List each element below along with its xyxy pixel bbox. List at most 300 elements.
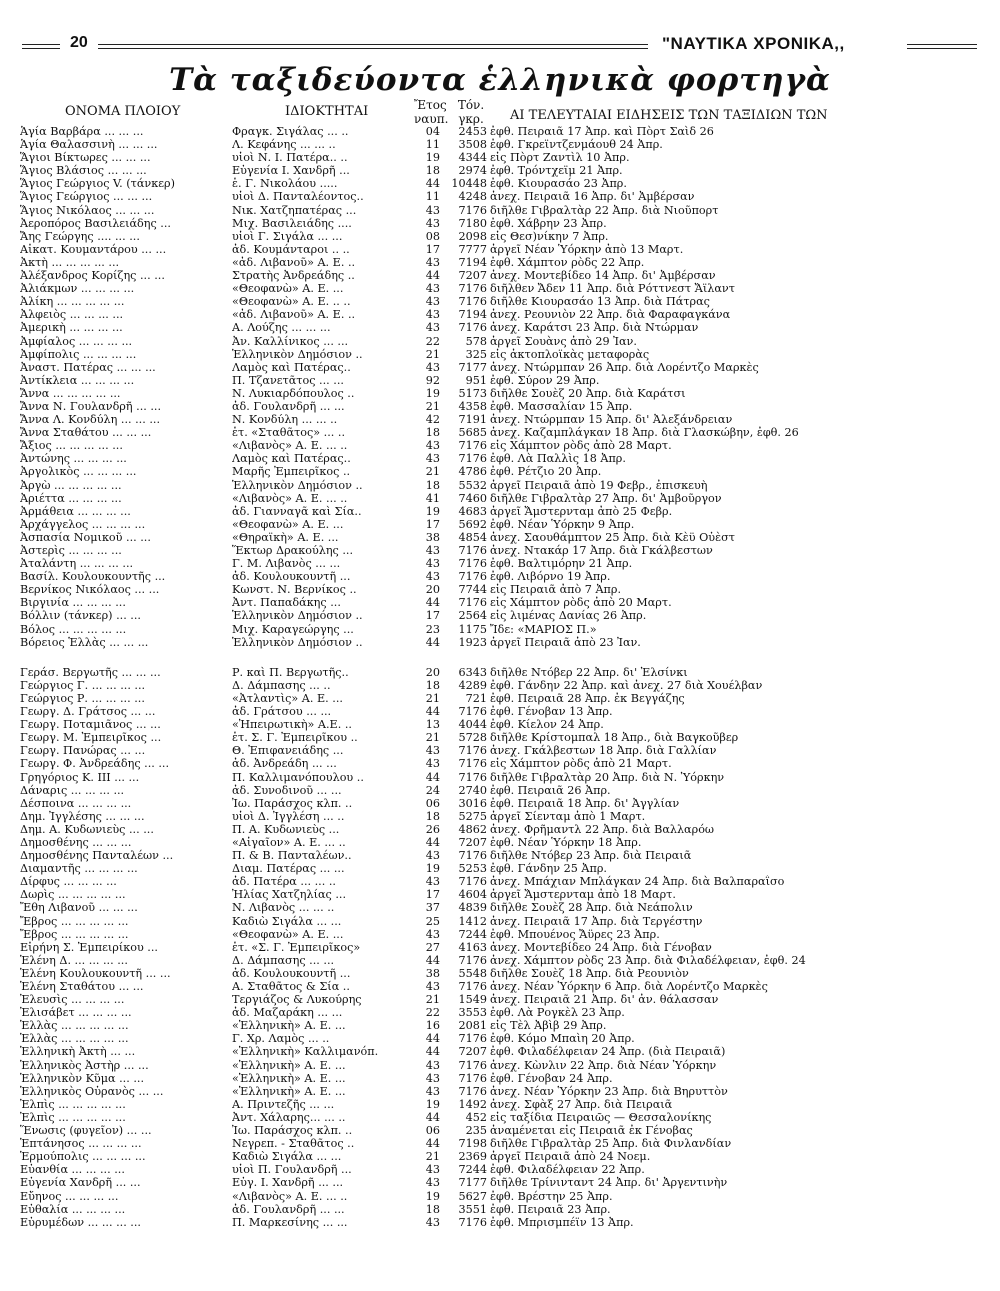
- cell-tons: 721: [465, 691, 487, 705]
- table-row: [0, 967, 1000, 980]
- page-header: [22, 34, 977, 56]
- cell-owner: ἀδ. Κουμάνταροι .. ..: [232, 242, 350, 256]
- cell-ship: Ἀργὼ ... ... ... ... ...: [20, 478, 122, 492]
- cell-ship: Ἀστερὶς ... ... ... ...: [20, 544, 122, 557]
- cell-owner: Ἕκτωρ Δρακούλης ...: [232, 544, 354, 557]
- cell-tons: 1549: [458, 993, 487, 1007]
- cell-year: 21: [425, 399, 440, 413]
- cell-owner: «Ἑλληνικὴ» Α. Ε. ...: [232, 1019, 346, 1033]
- table-row: [0, 836, 1000, 849]
- cell-ship: Ἀμερικὴ ... ... ... ...: [20, 321, 123, 335]
- cell-ship: Γεωργ. Πανώρας ... ...: [20, 744, 146, 758]
- cell-tons: 4683: [458, 504, 487, 518]
- cell-year: 17: [425, 242, 440, 256]
- cell-ship: Εἰρήνη Σ. Ἐμπειρίκου ...: [20, 940, 158, 954]
- cell-tons: 7177: [458, 1176, 487, 1190]
- table-row: [0, 1006, 1000, 1019]
- cell-news: ἐφθ. Κιουρασάο 23 Ἀπρ.: [490, 177, 627, 191]
- cell-year: 22: [425, 1006, 440, 1020]
- cell-ship: Ἀμφίπολις ... ... ... ...: [20, 347, 137, 361]
- cell-news: ἀνεχ. Ντώρμπαν 26 Ἀπρ. διὰ Λορέντζο Μαρκὲς: [490, 360, 759, 374]
- cell-news: διῆλθε Κιουρασάο 13 Ἀπρ. διὰ Πάτρας: [490, 295, 710, 309]
- table-row: [0, 557, 1000, 570]
- cell-tons: 7207: [458, 269, 487, 283]
- cell-tons: 951: [465, 373, 487, 387]
- cell-ship: Εὐρυμέδων ... ... ... ...: [20, 1215, 141, 1229]
- cell-tons: 7194: [458, 308, 487, 322]
- cell-year: 44: [425, 1137, 440, 1151]
- table-row: [0, 666, 1000, 679]
- cell-year: 43: [425, 544, 440, 557]
- cell-news: ἐφθ. Γάνδην 22 Ἀπρ. καὶ ἀνεχ. 27 διὰ Χουέλβαν: [490, 678, 763, 692]
- cell-tons: 7176: [458, 557, 487, 571]
- cell-year: 18: [425, 426, 440, 440]
- cell-ship: Ἄννα ... ... ... ... ...: [20, 386, 121, 400]
- cell-ship: Ἀεροπόρος Βασιλειάδης ...: [20, 216, 171, 230]
- cell-tons: 4786: [458, 465, 487, 479]
- cell-owner: Ἑλληνικὸν Δημόσιον ..: [232, 347, 363, 361]
- column-header-owner: ΙΔΙΟΚΤΗΤΑΙ: [285, 104, 369, 119]
- cell-news: ἐφθ. Σύρον 29 Ἀπρ.: [490, 373, 600, 387]
- cell-tons: 3553: [458, 1006, 487, 1020]
- cell-tons: 7744: [458, 583, 487, 597]
- magazine-title: "ΝΑΥΤΙΚΑ ΧΡΟΝΙΚΑ,,: [662, 34, 845, 53]
- ships-table: [0, 125, 1000, 1229]
- cell-owner: ἀδ. Κουλουκουντῆ ...: [232, 570, 351, 584]
- table-row: [0, 901, 1000, 914]
- cell-year: 43: [425, 255, 440, 269]
- cell-year: 08: [425, 229, 440, 243]
- cell-tons: 1412: [458, 914, 487, 928]
- cell-owner: Φραγκ. Σιγάλας ... ..: [232, 125, 349, 138]
- cell-owner: «Ἀτλαντὶς» Α. Ε. ...: [232, 691, 343, 705]
- cell-ship: Ἐλευσὶς ... ... ... ...: [20, 993, 125, 1007]
- cell-owner: Στρατὴς Ἀνδρεάδης ..: [232, 269, 355, 283]
- cell-year: 20: [425, 665, 440, 679]
- cell-tons: 7176: [458, 770, 487, 784]
- cell-year: 17: [425, 888, 440, 902]
- cell-news: ἀνεχ. Κὼνλιν 22 Ἀπρ. διὰ Νέαν Ὑόρκην: [490, 1058, 717, 1072]
- cell-ship: Ἀλέξανδρος Κορίζης ... ...: [20, 269, 165, 283]
- cell-ship: Γεωργ. Μ. Ἐμπειρῖκος ...: [20, 731, 162, 745]
- cell-owner: Τεργιάζος & Λυκούρης: [232, 993, 362, 1007]
- table-row: [0, 465, 1000, 478]
- cell-owner: υἱοὶ Γ. Σιγάλα ... ...: [232, 229, 343, 243]
- cell-owner: Νεγρεπ. - Σταθᾶτος ..: [232, 1137, 355, 1151]
- cell-year: 92: [425, 373, 440, 387]
- cell-owner: «Ἑλληνικὴ» Α. Ε. ...: [232, 1071, 346, 1085]
- table-row: [0, 1203, 1000, 1216]
- cell-news: ἀνεχ. Καράτσι 23 Ἀπρ. διὰ Ντώρμαν: [490, 321, 699, 335]
- table-row: [0, 361, 1000, 374]
- table-row: [0, 570, 1000, 583]
- cell-news: ἀργεῖ Πειραιᾶ ἀπὸ 23 Ἰαν.: [490, 635, 641, 649]
- cell-year: 44: [425, 1045, 440, 1059]
- cell-tons: 1492: [458, 1097, 487, 1111]
- cell-ship: Ἀριέττα ... ... ... ...: [20, 491, 122, 505]
- cell-year: 37: [425, 901, 440, 915]
- cell-year: 04: [425, 125, 440, 138]
- cell-tons: 3508: [458, 138, 487, 152]
- cell-ship: Ἄννα Λ. Κονδύλη ... ... ...: [20, 413, 161, 427]
- cell-news: ἐφθ. Νέαν Ὑόρκην 18 Ἀπρ.: [490, 835, 642, 849]
- cell-tons: 7176: [458, 875, 487, 889]
- cell-tons: 7176: [458, 757, 487, 771]
- cell-tons: 2453: [458, 125, 487, 138]
- cell-news: εἰς Χάμπτον ρὸδς ἀπὸ 21 Μαρτ.: [490, 757, 672, 771]
- cell-ship: Ἀλιάκμων ... ... ... ...: [20, 282, 135, 296]
- cell-news: ἐφθ. Λὰ Παλλὶς 18 Ἀπρ.: [490, 452, 626, 466]
- cell-year: 43: [425, 295, 440, 309]
- cell-ship: Ἅγιος Γεώργιος V. (τάνκερ): [20, 177, 175, 191]
- cell-owner: «ἀδ. Λιβανοῦ» Α. Ε. ..: [232, 255, 356, 269]
- cell-owner: Ν. Λυκιαρδόπουλος ..: [232, 386, 355, 400]
- table-row: [0, 518, 1000, 531]
- cell-ship: Εὐγενία Χανδρῆ ... ...: [20, 1176, 141, 1190]
- cell-ship: Ἐλισάβετ ... ... ... ...: [20, 1006, 132, 1020]
- cell-owner: υἱοὶ Δ. Ἰγγλέση ... ..: [232, 809, 345, 823]
- cell-ship: Ἑρμούπολις ... ... ... ...: [20, 1150, 146, 1164]
- cell-year: 19: [425, 862, 440, 876]
- cell-ship: Ἑλληνικὸν Κῦμα ... ...: [20, 1071, 145, 1085]
- cell-news: ἐφθ. Μασσαλίαν 15 Ἀπρ.: [490, 399, 633, 413]
- cell-owner: Α. Πριντεζῆς ... ...: [232, 1097, 335, 1111]
- table-row: [0, 993, 1000, 1006]
- article-title: Τὰ ταξιδεύοντα ἑλληνικὰ φορτηγὰ: [169, 62, 831, 98]
- cell-owner: «Λιβανὸς» Α. Ε. ... ..: [232, 439, 348, 453]
- cell-owner: «Αἰγαῖον» Α. Ε. ... ..: [232, 835, 346, 849]
- cell-tons: 5627: [458, 1189, 487, 1203]
- table-row: [0, 1072, 1000, 1085]
- table-row: [0, 928, 1000, 941]
- cell-owner: Λαμὸς καὶ Πατέρας..: [232, 452, 351, 466]
- table-row: [0, 256, 1000, 269]
- cell-tons: 7176: [458, 203, 487, 217]
- cell-news: εἰς Χάμπτον ρὸδς ἀπὸ 20 Μαρτ.: [490, 596, 672, 610]
- cell-owner: Ἀν. Καλλίνικος ... ...: [232, 334, 349, 348]
- table-row: [0, 335, 1000, 348]
- cell-news: ἐφθ. Νέαν Ὑόρκην 9 Ἀπρ.: [490, 517, 635, 531]
- cell-ship: Ἄννα Ν. Γουλανδρῆ ... ...: [20, 399, 162, 413]
- cell-tons: 2098: [458, 229, 487, 243]
- cell-tons: 7244: [458, 1163, 487, 1177]
- table-row: [0, 609, 1000, 622]
- cell-ship: Γρηγόριος Κ. ΙΙΙ ... ...: [20, 770, 140, 784]
- cell-ship: Ἅγιος Γεώργιος ... ... ...: [20, 190, 153, 204]
- cell-ship: Ἑλληνικὴ Ἀκτὴ ... ...: [20, 1045, 136, 1059]
- table-row: [0, 980, 1000, 993]
- table-row: [0, 784, 1000, 797]
- cell-owner: Ἑλληνικὸν Δημόσιον ..: [232, 609, 363, 623]
- cell-news: ἀνεχ. Χάμπτον ρὸδς 23 Ἀπρ. διὰ Φιλαδέλφειαν, ἐφθ. 24: [490, 953, 806, 967]
- cell-news: ἐφθ. Πειραιᾶ 23 Ἀπρ.: [490, 1202, 611, 1216]
- cell-news: ἐφθ. Πειραιᾶ 17 Ἀπρ. καὶ Πὸρτ Σαὶδ 26: [490, 125, 714, 138]
- cell-tons: 7176: [458, 295, 487, 309]
- cell-ship: Ἔθη Λιβανοῦ ... ... ...: [20, 901, 138, 915]
- cell-tons: 452: [465, 1110, 487, 1124]
- cell-year: 43: [425, 744, 440, 758]
- cell-year: 43: [425, 1163, 440, 1177]
- cell-ship: Δάναρις ... ... ... ...: [20, 783, 125, 797]
- table-row: [0, 744, 1000, 757]
- cell-tons: 7460: [458, 491, 487, 505]
- table-row: [0, 810, 1000, 823]
- table-row: [0, 426, 1000, 439]
- cell-owner: «Θεοφανὼ» Α. Ε. ...: [232, 927, 344, 941]
- cell-year: 43: [425, 570, 440, 584]
- cell-news: ἀνεχ. Πειραιᾶ 17 Ἀπρ. διὰ Τεργέστην: [490, 914, 703, 928]
- cell-year: 17: [425, 609, 440, 623]
- cell-owner: Π. Μαρκεσίνης ... ...: [232, 1215, 348, 1229]
- cell-ship: Εὐανθία ... ... ... ...: [20, 1163, 125, 1177]
- cell-year: 43: [425, 452, 440, 466]
- cell-owner: Κωνστ. Ν. Βερνίκος ..: [232, 583, 357, 597]
- cell-tons: 5253: [458, 862, 487, 876]
- cell-year: 43: [425, 849, 440, 863]
- cell-ship: Δημοσθένης ... ... ...: [20, 835, 132, 849]
- cell-ship: Ἅγιος Νικόλαος ... ... ...: [20, 203, 155, 217]
- cell-year: 17: [425, 517, 440, 531]
- cell-year: 26: [425, 822, 440, 836]
- cell-year: 43: [425, 875, 440, 889]
- cell-year: 42: [425, 413, 440, 427]
- cell-news: διῆλθε Ντόβερ 23 Ἀπρ. διὰ Πειραιᾶ: [490, 849, 692, 863]
- table-row: [0, 596, 1000, 609]
- cell-tons: 7176: [458, 439, 487, 453]
- cell-owner: Ν. Κονδύλη ... ... ..: [232, 413, 338, 427]
- cell-news: ἐφθ. Πειραιᾶ 26 Ἀπρ.: [490, 783, 611, 797]
- cell-ship: Ἑπτάνησος ... ... ... ...: [20, 1137, 142, 1151]
- cell-news: ἀνεχ. Νέαν Ὑόρκην 23 Ἀπρ. διὰ Βηρυττὸν: [490, 1084, 728, 1098]
- cell-owner: Π. Α. Κυδωνιεὺς ...: [232, 822, 340, 836]
- cell-year: 21: [425, 993, 440, 1007]
- cell-tons: 4854: [458, 530, 487, 544]
- cell-ship: Ἀταλάντη ... ... ... ...: [20, 557, 134, 571]
- cell-owner: ἀδ. Ἀνδρεάδη ... ...: [232, 757, 337, 771]
- cell-news: ἀνεχ. Φρῆμαντλ 22 Ἀπρ. διὰ Βαλλαρόω: [490, 822, 715, 836]
- header-rule-right: [907, 44, 977, 49]
- cell-tons: 7207: [458, 1045, 487, 1059]
- cell-owner: Π. Καλλιμανόπουλου ..: [232, 770, 364, 784]
- cell-owner: «Ἑλληνικὴ» Α. Ε. ...: [232, 1084, 346, 1098]
- cell-year: 19: [425, 386, 440, 400]
- cell-year: 44: [425, 835, 440, 849]
- cell-news: ἐφθ. Πειραιᾶ 18 Ἀπρ. δι' Ἀγγλίαν: [490, 796, 680, 810]
- table-row: [0, 862, 1000, 875]
- cell-news: ἀνεχ. Πειραιᾶ 21 Ἀπρ. δι' ἀν. θάλασσαν: [490, 993, 719, 1007]
- cell-owner: ἀδ. Γιανναγᾶ καὶ Σία..: [232, 504, 362, 518]
- cell-ship: Αἰκατ. Κουμαντάρου ... ...: [20, 242, 167, 256]
- cell-tons: 4862: [458, 822, 487, 836]
- cell-year: 43: [425, 1084, 440, 1098]
- cell-owner: ἀδ. Γουλανδρῆ ... ...: [232, 399, 345, 413]
- cell-owner: ἀδ. Γουλανδρῆ ... ...: [232, 1202, 345, 1216]
- cell-year: 43: [425, 1215, 440, 1229]
- cell-owner: ἀδ. Πατέρα ... ... ..: [232, 875, 336, 889]
- cell-news: ἐφθ. Χάμπτον ρὸδς 22 Ἀπρ.: [490, 255, 645, 269]
- cell-news: εἰς Χάμπτον ρὸδς ἀπὸ 28 Μαρτ.: [490, 439, 672, 453]
- table-row: [0, 492, 1000, 505]
- table-row: [0, 875, 1000, 888]
- cell-tons: 7176: [458, 1032, 487, 1046]
- cell-ship: Ἀλφειὸς ... ... ... ...: [20, 308, 124, 322]
- cell-ship: Ἐλπὶς ... ... ... ... ...: [20, 1110, 126, 1124]
- cell-year: 06: [425, 796, 440, 810]
- cell-news: εἰς Τὲλ Ἀβὶβ 29 Ἀπρ.: [490, 1019, 607, 1033]
- cell-ship: Ἀμφίαλος ... ... ... ...: [20, 334, 133, 348]
- table-row: [0, 177, 1000, 190]
- cell-tons: 4358: [458, 399, 487, 413]
- cell-owner: Νικ. Χατζηπατέρας ...: [232, 203, 357, 217]
- cell-news: διῆλθε Τρίνινταντ 24 Ἀπρ. δι' Ἀργεντινὴν: [490, 1176, 728, 1190]
- cell-year: 18: [425, 809, 440, 823]
- cell-tons: 3016: [458, 796, 487, 810]
- cell-tons: 7176: [458, 849, 487, 863]
- cell-tons: 2369: [458, 1150, 487, 1164]
- table-row: [0, 731, 1000, 744]
- section-gap: [0, 649, 1000, 666]
- cell-tons: 7176: [458, 321, 487, 335]
- column-header-year-line1: Ἔτος: [414, 98, 447, 112]
- cell-year: 18: [425, 164, 440, 178]
- cell-year: 44: [425, 177, 440, 191]
- cell-ship: Ἀρμάθεια ... ... ... ...: [20, 504, 131, 518]
- cell-ship: Βόλος ... ... ... ... ...: [20, 622, 127, 636]
- cell-year: 43: [425, 282, 440, 296]
- cell-news: ἐφθ. Χάβρην 23 Ἀπρ.: [490, 216, 607, 230]
- cell-news: ἐφθ. Γένοβαν 24 Ἀπρ.: [490, 1071, 613, 1085]
- table-row: [0, 1019, 1000, 1032]
- cell-owner: ἀδ. Γράτσου ... ...: [232, 705, 332, 719]
- cell-year: 44: [425, 953, 440, 967]
- cell-news: ἀνεχ. Σφὰξ 27 Ἀπρ. διὰ Πειραιᾶ: [490, 1097, 673, 1111]
- cell-year: 06: [425, 1124, 440, 1138]
- cell-owner: Εὐγ. Ι. Χανδρῆ ... ...: [232, 1176, 344, 1190]
- cell-ship: Γεράσ. Βεργωτῆς ... ... ...: [20, 665, 161, 679]
- cell-year: 44: [425, 770, 440, 784]
- cell-tons: 5532: [458, 478, 487, 492]
- cell-tons: 7176: [458, 452, 487, 466]
- cell-news: ἐφθ. Ρέτζιο 20 Ἀπρ.: [490, 465, 602, 479]
- cell-ship: Ἄννα Σταθάτου ... ... ...: [20, 426, 152, 440]
- cell-ship: Ἀναστ. Πατέρας ... ... ...: [20, 360, 156, 374]
- cell-tons: 7191: [458, 413, 487, 427]
- cell-owner: Ρ. καὶ Π. Βεργωτῆς..: [232, 665, 349, 679]
- cell-tons: 5692: [458, 517, 487, 531]
- cell-news: ἀνεχ. Καζαμπλάγκαν 18 Ἀπρ. διὰ Γλασκώβην, ἐφθ. 26: [490, 426, 799, 440]
- cell-year: 19: [425, 1097, 440, 1111]
- table-row: [0, 823, 1000, 836]
- cell-owner: «Θεοφανὼ» Α. Ε. ...: [232, 517, 344, 531]
- cell-owner: ἑτ. Σ. Γ. Ἐμπειρῖκου ..: [232, 731, 358, 745]
- cell-ship: Δημοσθένης Πανταλέων ...: [20, 849, 174, 863]
- table-row: [0, 718, 1000, 731]
- cell-year: 19: [425, 1189, 440, 1203]
- cell-tons: 6343: [458, 665, 487, 679]
- cell-ship: Εὔηνος ... ... ... ...: [20, 1189, 119, 1203]
- table-row: [0, 941, 1000, 954]
- cell-owner: ἑ. Γ. Νικολάου .....: [232, 177, 338, 191]
- cell-tons: 5275: [458, 809, 487, 823]
- cell-year: 27: [425, 940, 440, 954]
- cell-owner: υἱοὶ Δ. Πανταλέοντος..: [232, 190, 364, 204]
- cell-tons: 7176: [458, 1058, 487, 1072]
- cell-ship: Βασίλ. Κουλουκουντῆς ...: [20, 570, 166, 584]
- cell-year: 24: [425, 783, 440, 797]
- cell-tons: 235: [465, 1124, 487, 1138]
- cell-tons: 7176: [458, 1215, 487, 1229]
- cell-news: διῆλθε Γιβραλτὰρ 20 Ἀπρ. διὰ Ν. Ὑόρκην: [490, 770, 725, 784]
- cell-news: ἀργεῖ Ἄμστερνταμ ἀπὸ 25 Φεβρ.: [490, 504, 673, 518]
- table-row: [0, 217, 1000, 230]
- cell-ship: Ἅγιοι Βίκτωρες ... ... ...: [20, 151, 151, 165]
- cell-ship: Δίρφυς ... ... ... ...: [20, 875, 117, 889]
- cell-ship: Ἁγία Βαρβάρα ... ... ...: [20, 125, 144, 138]
- cell-ship: Ἀλίκη ... ... ... ... ...: [20, 295, 125, 309]
- table-row: [0, 348, 1000, 361]
- table-row: [0, 797, 1000, 810]
- cell-year: 44: [425, 269, 440, 283]
- cell-owner: Εὐγενία Ι. Χανδρῆ ...: [232, 164, 350, 178]
- cell-owner: Ἀντ. Παπαδάκης ...: [232, 596, 341, 610]
- table-row: [0, 1085, 1000, 1098]
- cell-year: 18: [425, 678, 440, 692]
- cell-news: ἐφθ. Γένοβαν 13 Ἀπρ.: [490, 705, 613, 719]
- cell-owner: Ἰω. Παράσχος κλπ. ..: [232, 1124, 353, 1138]
- cell-owner: ἀδ. Συνοδινοῦ ... ...: [232, 783, 342, 797]
- cell-owner: Λαμὸς καὶ Πατέρας..: [232, 360, 351, 374]
- cell-year: 43: [425, 927, 440, 941]
- cell-news: ἐφθ. Φιλαδέλφειαν 24 Ἀπρ. (διὰ Πειραιᾶ): [490, 1045, 726, 1059]
- cell-ship: Ἑλένη Σταθάτου ... ...: [20, 980, 144, 993]
- cell-year: 43: [425, 980, 440, 993]
- cell-tons: 5728: [458, 731, 487, 745]
- table-row: [0, 321, 1000, 334]
- cell-news: ἐφθ. Λιβόρνο 19 Ἀπρ.: [490, 570, 611, 584]
- cell-news: εἰς Πὸρτ Ζαντὶλ 10 Ἀπρ.: [490, 151, 630, 165]
- cell-news: εἰς Θεσ)νίκην 7 Ἀπρ.: [490, 229, 609, 243]
- cell-ship: Ἔβρος ... ... ... ... ...: [20, 927, 129, 941]
- cell-news: ἐφθ. Λὰ Ρογκὲλ 23 Ἀπρ.: [490, 1006, 625, 1020]
- table-row: [0, 282, 1000, 295]
- cell-ship: Ἑλληνικὸς Ἀστὴρ ... ...: [20, 1058, 149, 1072]
- cell-tons: 4604: [458, 888, 487, 902]
- cell-year: 21: [425, 731, 440, 745]
- cell-year: 43: [425, 757, 440, 771]
- table-row: [0, 452, 1000, 465]
- cell-tons: 4344: [458, 151, 487, 165]
- cell-year: 38: [425, 530, 440, 544]
- cell-tons: 1923: [458, 635, 487, 649]
- cell-year: 44: [425, 596, 440, 610]
- cell-year: 13: [425, 718, 440, 732]
- cell-news: ἀνεχ. Ρεουνιὸν 22 Ἀπρ. διὰ Φαραφαγκάνα: [490, 308, 731, 322]
- table-row: [0, 190, 1000, 203]
- cell-tons: 325: [465, 347, 487, 361]
- table-row: [0, 544, 1000, 557]
- cell-tons: 4248: [458, 190, 487, 204]
- cell-year: 43: [425, 203, 440, 217]
- cell-year: 21: [425, 465, 440, 479]
- cell-tons: 7176: [458, 953, 487, 967]
- cell-ship: Γεώργιος Ρ. ... ... ... ...: [20, 691, 145, 705]
- cell-owner: ἀδ. Μαζαράκη ... ...: [232, 1006, 343, 1020]
- cell-news: ἐφθ. Κόμο Μπαὶη 20 Ἀπρ.: [490, 1032, 635, 1046]
- cell-year: 25: [425, 914, 440, 928]
- cell-owner: «ἀδ. Λιβανοῦ» Α. Ε. ..: [232, 308, 356, 322]
- cell-news: διῆλθε Σουὲζ 28 Ἀπρ. διὰ Νεάπολιν: [490, 901, 693, 915]
- cell-owner: Λ. Κεφάνης ... ... ..: [232, 138, 336, 152]
